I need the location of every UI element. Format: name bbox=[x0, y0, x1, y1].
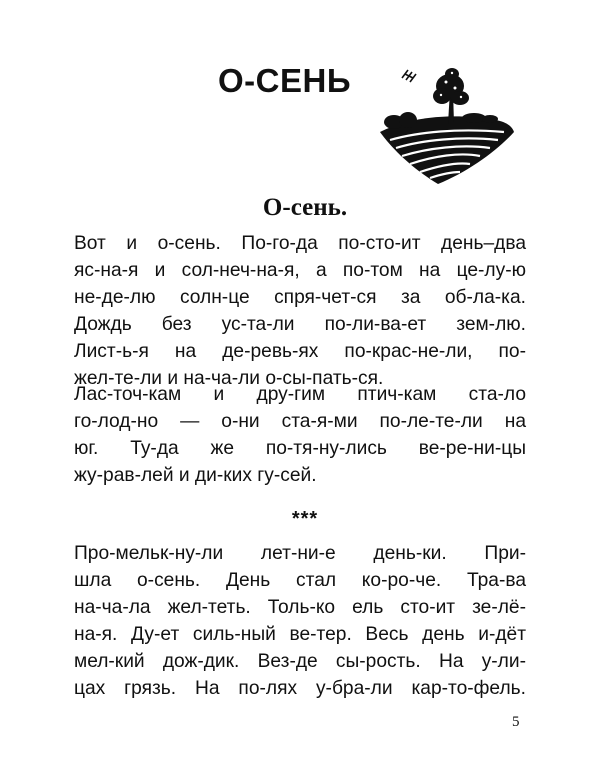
paragraph-1 bbox=[74, 230, 526, 392]
text-line: шла о-сень. День стал ко-ро-че. Тра-ва bbox=[74, 570, 526, 591]
text-line: яс-на-я и сол-неч-на-я, а по-том на це-лу-ю bbox=[74, 260, 526, 281]
section-title: О-сень. bbox=[262, 194, 348, 221]
falling-leaf-icon bbox=[402, 70, 416, 82]
text-line: го-лод-но — о-ни ста-я-ми по-ле-те-ли на bbox=[74, 411, 526, 432]
text-line: Вот и о-сень. По-го-да по-сто-ит день–два bbox=[74, 233, 526, 254]
text-line: на-ча-ла жел-теть. Толь-ко ель сто-ит зе-лё- bbox=[74, 597, 526, 618]
text-line: жел-те-ли и на-ча-ли о-сы-пать-ся. bbox=[74, 368, 384, 389]
text-line: Дождь без ус-та-ли по-ли-ва-ет зем-лю. bbox=[74, 314, 526, 335]
paragraph-3 bbox=[74, 540, 526, 702]
paragraph-2 bbox=[74, 381, 526, 489]
page-number: 5 bbox=[512, 714, 520, 730]
text-line: не-де-лю солн-це спря-чет-ся за об-ла-ка. bbox=[74, 287, 526, 308]
text-line: на-я. Ду-ет силь-ный ве-тер. Весь день и-дёт bbox=[74, 624, 526, 645]
text-line: юг. Ту-да же по-тя-ну-лись ве-ре-ни-цы bbox=[74, 438, 526, 459]
chapter-title: О-СЕНЬ bbox=[218, 62, 352, 99]
text-line: мел-кий дож-дик. Вез-де сы-рость. На у-ли- bbox=[74, 651, 526, 672]
text-line: Про-мельк-ну-ли лет-ни-е день-ки. При- bbox=[74, 543, 526, 564]
text-line: Лас-точ-кам и дру-гим птич-кам ста-ло bbox=[74, 384, 526, 405]
section-separator: *** bbox=[291, 508, 319, 530]
text-line: цах грязь. На по-лях у-бра-ли кар-то-фель. bbox=[74, 678, 526, 699]
text-line: Лист-ь-я на де-ревь-ях по-крас-не-ли, по- bbox=[74, 341, 526, 362]
autumn-landscape-illustration bbox=[378, 60, 518, 190]
text-line: жу-рав-лей и ди-ких гу-сей. bbox=[74, 465, 317, 486]
